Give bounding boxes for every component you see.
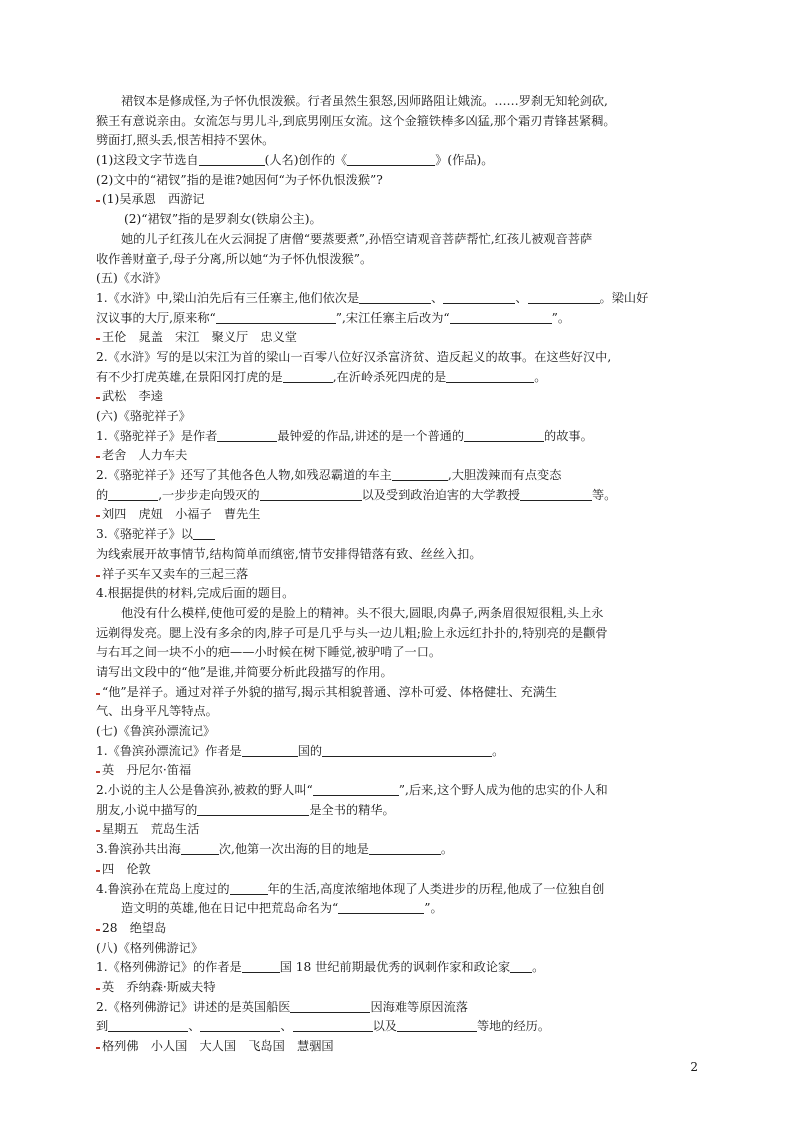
question-text: 是全书的精华。: [309, 802, 395, 817]
question-text: 1.《鲁滨孙漂流记》作者是: [96, 743, 242, 758]
reference-answer-badge: [96, 397, 100, 399]
question-line: [96, 742, 700, 762]
passage-line: 他没有什么模样,使他可爱的是脸上的精神。头不很大,圆眼,肉鼻子,两条眉很短很粗,头上永: [121, 605, 604, 620]
answer-blank: [260, 488, 362, 501]
answer-blank: [443, 291, 515, 304]
reference-answer-badge: [96, 988, 100, 990]
question-line: [96, 840, 700, 860]
answer-text: 格列佛 小人国 大人国 飞岛国 慧骃国: [102, 1039, 334, 1053]
question-line: [96, 427, 700, 447]
answer-line: [96, 328, 700, 348]
passage-line: 远剃得发亮。腮上没有多余的肉,脖子可是几乎与头一边儿粗;脸上永远红扑扑的,特别亮的是颧骨: [96, 625, 608, 640]
question-text: 、: [431, 290, 444, 305]
question-line: 为线索展开故事情节,结构简单而缜密,情节安排得错落有致、丝丝入扣。: [96, 546, 482, 561]
answer-blank: [347, 153, 435, 166]
question-text: 朋友,小说中描写的: [96, 802, 198, 817]
answer-blank: [450, 311, 552, 324]
answer-blank: [230, 882, 268, 895]
question-text: 汉议事的大厅,原来称“: [96, 310, 216, 325]
answer-blank: [446, 370, 534, 383]
answer-blank: [520, 488, 592, 501]
question-text: 造文明的英雄,他在日记中把荒岛命名为“: [121, 901, 339, 916]
answer-text: 刘四 虎妞 小福子 曹先生: [102, 507, 261, 522]
answer-text: “他”是祥子。通过对祥子外貌的描写,揭示其相貌普通、淳朴可爱、体格健壮、充满生: [102, 684, 558, 699]
section-heading: (八)《格列佛游记》: [96, 940, 204, 955]
question-text: 2.《骆驼祥子》还写了其他各色人物,如残忍霸道的车主: [96, 468, 392, 483]
answer-blank: [242, 744, 298, 757]
answer-line: [96, 387, 700, 407]
question-text: ”。: [424, 901, 443, 916]
answer-text: 武松 李逵: [102, 389, 163, 404]
question-text: 等。: [592, 487, 617, 502]
answer-blank: [359, 291, 431, 304]
question-text: 1.《骆驼祥子》是作者: [96, 428, 218, 443]
answer-line: [96, 446, 700, 466]
question-line: [96, 998, 700, 1018]
question-text: ,一步步走向毁灭的: [158, 487, 260, 502]
reference-answer-badge: [96, 200, 100, 202]
answer-line: [96, 978, 700, 998]
reference-answer-badge: [96, 1047, 100, 1049]
answer-blank: [216, 311, 336, 324]
question-text: ”,后来,这个野人成为他的忠实的仆人和: [398, 783, 608, 798]
question-line: [96, 880, 700, 900]
passage-line: 裙钗本是修成怪,为子怀仇恨泼猴。行者虽然生狠怒,因师路阻让娥流。……罗刹无知轮剑砍,: [121, 94, 608, 108]
question-line: [96, 958, 700, 978]
question-text: 1.《水浒》中,梁山泊先后有三任寨主,他们依次是: [96, 290, 360, 305]
answer-blank: [392, 468, 448, 481]
question-text: 以及受到政治迫害的大学教授: [361, 487, 520, 502]
reference-answer-badge: [96, 870, 100, 872]
question-text: (人名)创作的《: [264, 153, 348, 168]
question-line: [96, 289, 700, 309]
question-line: [96, 525, 700, 545]
question-text: ,大胆泼辣而有点变态: [447, 468, 562, 483]
section-heading: (六)《骆驼祥子》: [96, 409, 191, 423]
answer-line: [96, 919, 700, 939]
question-line: [96, 466, 700, 486]
question-text: 》(作品)。: [435, 153, 494, 168]
answer-blank: [283, 370, 333, 383]
question-text: 到: [96, 1019, 109, 1034]
answer-line: (2)“裙钗”指的是罗刹女(铁扇公主)。: [124, 212, 322, 227]
answer-line: [96, 565, 700, 585]
question-text: 的故事。: [544, 428, 593, 443]
question-line: [96, 1017, 700, 1037]
question-text: ,在沂岭杀死四虎的是: [332, 369, 447, 384]
reference-answer-badge: [96, 338, 100, 340]
answer-blank: [217, 429, 277, 442]
answer-blank: [242, 960, 280, 973]
question-text: 因海难等原因流落: [370, 999, 468, 1014]
question-line: [96, 781, 700, 801]
question-text: (1)这段文字节选自: [96, 153, 199, 168]
answer-blank: [338, 901, 424, 914]
passage-line: 猴王有意说亲由。女流怎与男儿斗,到底男刚压女流。这个金箍铁棒多凶猛,那个霜刃青锋甚紧稠。: [96, 113, 616, 128]
answer-blank: [108, 488, 158, 501]
answer-blank: [528, 291, 600, 304]
question-line: [96, 899, 700, 919]
question-line: [96, 151, 700, 171]
question-text: ”。: [551, 310, 571, 325]
answer-text: 王伦 晁盖 宋江 聚义厅 忠义堂: [102, 330, 297, 345]
question-text: 的: [96, 487, 109, 502]
answer-blank: [313, 783, 399, 796]
question-text: 3.《骆驼祥子》以: [96, 527, 193, 542]
answer-blank: [293, 1019, 373, 1032]
question-text: 等地的经历。: [476, 1019, 551, 1034]
answer-line: [96, 683, 700, 703]
question-line: (2)文中的“裙钗”指的是谁?她因何“为子怀仇恨泼猴”?: [96, 172, 383, 187]
reference-answer-badge: [96, 575, 100, 577]
question-text: 国 18 世纪前期最优秀的讽刺作家和政论家: [279, 960, 511, 975]
reference-answer-badge: [96, 929, 100, 931]
question-text: 4.鲁滨孙在荒岛上度过的: [96, 881, 230, 896]
question-text: 。: [492, 743, 505, 758]
answer-line: [96, 820, 700, 840]
question-text: 。: [532, 960, 545, 975]
answer-blank: [290, 1000, 370, 1013]
question-line: 4.根据提供的材料,完成后面的题目。: [96, 586, 295, 601]
question-line: [96, 486, 700, 506]
passage-line: 与右耳之间一块不小的疤——小时候在树下睡觉,被驴啃了一口。: [96, 645, 442, 660]
document-page: [96, 92, 700, 1057]
question-text: 以及: [372, 1019, 397, 1034]
question-text: 。梁山好: [599, 290, 649, 305]
answer-blank: [322, 744, 492, 757]
question-text: 3.鲁滨孙共出海: [96, 842, 181, 857]
answer-blank: [464, 429, 544, 442]
section-heading: (五)《水浒》: [96, 271, 167, 286]
reference-answer-badge: [96, 771, 100, 773]
answer-line: [96, 860, 700, 880]
answer-blank: [369, 842, 441, 855]
answer-text: 28 绝望岛: [102, 920, 167, 935]
answer-text: (1)吴承恩 西游记: [102, 192, 205, 207]
question-line: 2.《水浒》写的是以宋江为首的梁山一百零八位好汉杀富济贫、造反起义的故事。在这些好汉中,: [96, 349, 612, 364]
answer-line: 收作善财童子,母子分离,所以她“为子怀仇恨泼猴”。: [96, 251, 373, 266]
question-text: ”,宋江任寨主后改为“: [335, 310, 450, 325]
answer-blank: [199, 153, 265, 166]
answer-text: 星期五 荒岛生活: [102, 822, 200, 837]
answer-text: 英 乔纳森·斯威夫特: [102, 979, 216, 994]
question-line: [96, 368, 700, 388]
answer-line: [96, 761, 700, 781]
question-text: 、: [188, 1019, 201, 1034]
answer-text: 祥子买车又卖车的三起三落: [102, 566, 249, 581]
answer-blank: [193, 527, 215, 540]
answer-line: [96, 505, 700, 525]
reference-answer-badge: [96, 456, 100, 458]
answer-line: [96, 190, 700, 210]
question-text: 国的: [297, 743, 323, 758]
question-line: 请写出文段中的“他”是谁,并简要分析此段描写的作用。: [96, 664, 393, 679]
answer-line: 她的儿子红孩儿在火云洞捉了唐僧“要蒸要煮”,孙悟空请观音菩萨帮忙,红孩儿被观音菩萨: [121, 231, 593, 246]
reference-answer-badge: [96, 830, 100, 832]
answer-blank: [397, 1019, 477, 1032]
question-text: 1.《格列佛游记》的作者是: [96, 960, 242, 975]
question-text: 最钟爱的作品,讲述的是一个普通的: [277, 428, 465, 443]
question-text: 。: [534, 369, 547, 384]
answer-blank: [200, 1019, 280, 1032]
question-line: [96, 801, 700, 821]
answer-blank: [108, 1019, 188, 1032]
answer-blank: [197, 803, 309, 816]
answer-line: 气、出身平凡等特点。: [96, 704, 218, 719]
question-text: 、: [515, 290, 528, 305]
answer-text: 四 伦敦: [102, 861, 151, 876]
question-text: 、: [280, 1019, 293, 1034]
answer-blank: [181, 842, 219, 855]
question-text: 次,他第一次出海的目的地是: [218, 842, 369, 857]
answer-blank: [510, 960, 532, 973]
section-heading: (七)《鲁滨孙漂流记》: [96, 724, 216, 738]
question-line: [96, 309, 700, 329]
question-text: 年的生活,高度浓缩地体现了人类进步的历程,他成了一位独自创: [267, 881, 605, 896]
answer-text: 英 丹尼尔·笛福: [102, 763, 192, 778]
question-text: 2.《格列佛游记》讲述的是英国船医: [96, 999, 291, 1014]
page-number: 2: [690, 1060, 698, 1074]
answer-text: 老舍 人力车夫: [102, 448, 188, 463]
reference-answer-badge: [96, 693, 100, 695]
passage-line: 劈面打,照头丢,恨苦相持不罢休。: [96, 133, 275, 148]
question-text: 。: [440, 842, 454, 857]
reference-answer-badge: [96, 515, 100, 517]
question-text: 有不少打虎英雄,在景阳冈打虎的是: [96, 369, 283, 384]
question-text: 2.小说的主人公是鲁滨孙,被救的野人叫“: [96, 783, 313, 798]
answer-line: [96, 1037, 700, 1057]
